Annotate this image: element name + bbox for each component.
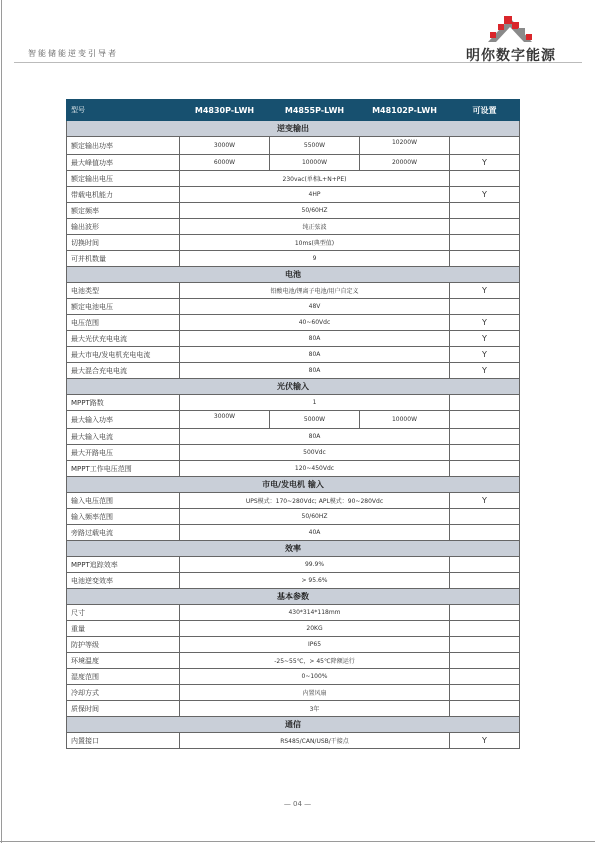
cell-settable <box>450 509 520 525</box>
cell-settable: Y <box>450 347 520 363</box>
cell-value: 纯正弦波 <box>180 219 450 235</box>
table-row <box>67 509 520 525</box>
cell-model-1: 3000W <box>180 411 270 429</box>
cell-settable <box>450 557 520 573</box>
section-row <box>67 267 520 283</box>
table-row <box>67 669 520 685</box>
cell-value: 40A <box>180 525 450 541</box>
cell-settable: Y <box>450 283 520 299</box>
cell-value: 430*314*118mm <box>180 605 450 621</box>
table-row <box>67 701 520 717</box>
row-label: 内置接口 <box>67 733 180 749</box>
cell-value: 500Vdc <box>180 445 450 461</box>
row-label: 防护等级 <box>67 637 180 653</box>
cell-value: RS485/CAN/USB/干接点 <box>180 733 450 749</box>
cell-value: 20KG <box>180 621 450 637</box>
table-row <box>67 251 520 267</box>
cell-value: 9 <box>180 251 450 267</box>
table-row <box>67 395 520 411</box>
section-title-inverter-output: 逆变输出 <box>67 121 520 137</box>
row-label: 最大开路电压 <box>67 445 180 461</box>
cell-model-3: 10200W <box>360 137 450 155</box>
cell-settable <box>450 219 520 235</box>
table-row <box>67 637 520 653</box>
row-label: 尺寸 <box>67 605 180 621</box>
section-title-comm: 通信 <box>67 717 520 733</box>
table-row <box>67 557 520 573</box>
cell-settable <box>450 411 520 429</box>
cell-settable <box>450 251 520 267</box>
cell-value: 10ms(典型值) <box>180 235 450 251</box>
row-label: 额定输出电压 <box>67 171 180 187</box>
table-row <box>67 445 520 461</box>
table-row <box>67 429 520 445</box>
row-label: 可并机数量 <box>67 251 180 267</box>
table-row <box>67 621 520 637</box>
header-model-2: M4855P-LWH <box>270 100 360 121</box>
row-label: 额定电池电压 <box>67 299 180 315</box>
cell-value: 230vac(单相L+N+PE) <box>180 171 450 187</box>
table-row <box>67 573 520 589</box>
cell-settable <box>450 445 520 461</box>
cell-settable <box>450 573 520 589</box>
page-border-left <box>1 0 2 843</box>
row-label: MPPT路数 <box>67 395 180 411</box>
table-row <box>67 315 520 331</box>
cell-settable <box>450 605 520 621</box>
cell-value: 80A <box>180 347 450 363</box>
table-row <box>67 137 520 155</box>
page-border-bottom <box>0 841 595 842</box>
table-row <box>67 171 520 187</box>
row-label: 切换时间 <box>67 235 180 251</box>
cell-settable <box>450 653 520 669</box>
header-model-3: M48102P-LWH <box>360 100 450 121</box>
row-label: 重量 <box>67 621 180 637</box>
section-title-basic: 基本参数 <box>67 589 520 605</box>
row-label: 电池逆变效率 <box>67 573 180 589</box>
cell-value: IP65 <box>180 637 450 653</box>
table-row <box>67 525 520 541</box>
cell-value: 50/60HZ <box>180 203 450 219</box>
cell-value: 48V <box>180 299 450 315</box>
cell-model-3: 10000W <box>360 411 450 429</box>
section-row <box>67 477 520 493</box>
table-row <box>67 493 520 509</box>
cell-settable <box>450 621 520 637</box>
table-row <box>67 219 520 235</box>
cell-model-2: 5000W <box>270 411 360 429</box>
section-title-battery: 电池 <box>67 267 520 283</box>
section-row <box>67 541 520 557</box>
header-model-label: 型号 <box>67 100 180 121</box>
row-label: MPPT工作电压范围 <box>67 461 180 477</box>
cell-value: 80A <box>180 363 450 379</box>
cell-settable <box>450 171 520 187</box>
cell-settable: Y <box>450 733 520 749</box>
header-settable: 可设置 <box>450 100 520 121</box>
spec-table <box>66 99 520 749</box>
row-label: 带载电机能力 <box>67 187 180 203</box>
row-label: 最大市电/发电机充电电流 <box>67 347 180 363</box>
cell-value: 80A <box>180 331 450 347</box>
section-row <box>67 717 520 733</box>
row-label: 质保时间 <box>67 701 180 717</box>
cell-value: 内置风扇 <box>180 685 450 701</box>
cell-model-3: 20000W <box>360 155 450 171</box>
cell-settable <box>450 429 520 445</box>
row-label: 最大输入电流 <box>67 429 180 445</box>
section-title-pv-input: 光伏输入 <box>67 379 520 395</box>
cell-model-1: 6000W <box>180 155 270 171</box>
section-title-efficiency: 效率 <box>67 541 520 557</box>
cell-value: -25~55℃，> 45℃降额运行 <box>180 653 450 669</box>
cell-settable: Y <box>450 315 520 331</box>
cell-settable: Y <box>450 331 520 347</box>
table-row <box>67 363 520 379</box>
cell-value: > 95.6% <box>180 573 450 589</box>
table-row <box>67 347 520 363</box>
row-label: 电压范围 <box>67 315 180 331</box>
row-label: 湿度范围 <box>67 669 180 685</box>
page-number: — 04 — <box>283 800 312 808</box>
table-row <box>67 605 520 621</box>
row-label: 最大光伏充电电流 <box>67 331 180 347</box>
cell-value: 40~60Vdc <box>180 315 450 331</box>
row-label: 电池类型 <box>67 283 180 299</box>
row-label: 冷却方式 <box>67 685 180 701</box>
cell-settable <box>450 701 520 717</box>
row-label: 输入电压范围 <box>67 493 180 509</box>
table-row <box>67 461 520 477</box>
cell-value: 99.9% <box>180 557 450 573</box>
cell-model-2: 5500W <box>270 137 360 155</box>
cell-settable: Y <box>450 187 520 203</box>
table-row <box>67 653 520 669</box>
table-row <box>67 733 520 749</box>
table-row <box>67 203 520 219</box>
brand-logo-icon <box>474 12 546 46</box>
header-model-1: M4830P-LWH <box>180 100 270 121</box>
section-row <box>67 379 520 395</box>
row-label: 额定频率 <box>67 203 180 219</box>
row-label: 额定输出功率 <box>67 137 180 155</box>
cell-value: 1 <box>180 395 450 411</box>
row-label: MPPT追踪效率 <box>67 557 180 573</box>
section-row <box>67 121 520 137</box>
cell-settable <box>450 637 520 653</box>
row-label: 环境温度 <box>67 653 180 669</box>
table-row <box>67 235 520 251</box>
row-label: 最大输入功率 <box>67 411 180 429</box>
table-row <box>67 299 520 315</box>
table-row <box>67 685 520 701</box>
cell-value: UPS模式：170~280Vdc; APL模式：90~280Vdc <box>180 493 450 509</box>
cell-value: 0~100% <box>180 669 450 685</box>
row-label: 旁路过载电流 <box>67 525 180 541</box>
cell-model-2: 10000W <box>270 155 360 171</box>
section-title-grid-input: 市电/发电机 输入 <box>67 477 520 493</box>
section-row <box>67 589 520 605</box>
table-row <box>67 283 520 299</box>
row-label: 最大峰值功率 <box>67 155 180 171</box>
cell-value: 4HP <box>180 187 450 203</box>
cell-settable <box>450 203 520 219</box>
cell-settable: Y <box>450 493 520 509</box>
cell-settable <box>450 669 520 685</box>
cell-settable: Y <box>450 363 520 379</box>
cell-settable: Y <box>450 155 520 171</box>
cell-settable <box>450 685 520 701</box>
cell-settable <box>450 525 520 541</box>
table-row <box>67 155 520 171</box>
cell-value: 120~450Vdc <box>180 461 450 477</box>
cell-value: 50/60HZ <box>180 509 450 525</box>
cell-value: 3年 <box>180 701 450 717</box>
cell-settable <box>450 461 520 477</box>
table-row <box>67 411 520 429</box>
row-label: 输入频率范围 <box>67 509 180 525</box>
cell-value: 80A <box>180 429 450 445</box>
cell-settable <box>450 395 520 411</box>
cell-value: 铅酸电池/锂离子电池/用户自定义 <box>180 283 450 299</box>
row-label: 最大混合充电电流 <box>67 363 180 379</box>
brand-name: 明你数字能源 <box>466 48 556 64</box>
doc-title: 智能储能逆变引导者 <box>28 49 118 58</box>
cell-model-1: 3000W <box>180 137 270 155</box>
table-row <box>67 331 520 347</box>
table-header-row <box>67 100 520 121</box>
cell-settable <box>450 235 520 251</box>
cell-settable <box>450 299 520 315</box>
cell-settable <box>450 137 520 155</box>
row-label: 输出波形 <box>67 219 180 235</box>
table-row <box>67 187 520 203</box>
